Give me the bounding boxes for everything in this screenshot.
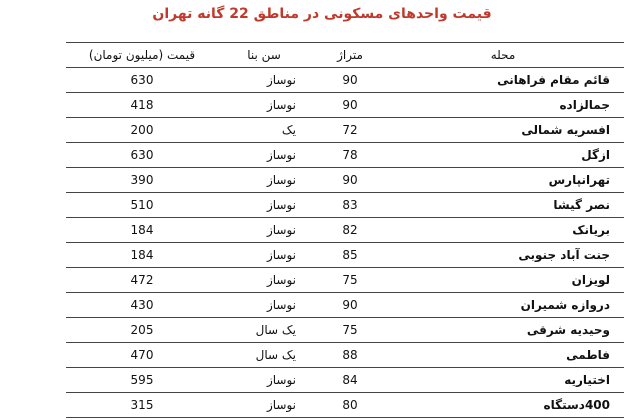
cell-building-age: یک سال <box>218 343 310 368</box>
cell-neighborhood: اختیاریه <box>390 368 624 393</box>
cell-price: 430 <box>66 293 218 318</box>
cell-area: 84 <box>310 368 390 393</box>
cell-building-age: نوساز <box>218 393 310 418</box>
table-row <box>66 168 624 193</box>
table-row <box>66 118 624 143</box>
header-price: قیمت (میلیون تومان) <box>66 43 218 68</box>
table-row <box>66 68 624 93</box>
cell-building-age: یک سال <box>218 318 310 343</box>
cell-building-age: نوساز <box>218 93 310 118</box>
header-area: متراژ <box>310 43 390 68</box>
cell-building-age: نوساز <box>218 368 310 393</box>
cell-neighborhood: فاطمی <box>390 343 624 368</box>
cell-area: 78 <box>310 143 390 168</box>
table-row <box>66 218 624 243</box>
cell-area: 90 <box>310 93 390 118</box>
table-row <box>66 393 624 418</box>
cell-price: 595 <box>66 368 218 393</box>
cell-area: 88 <box>310 343 390 368</box>
table-row <box>66 93 624 118</box>
cell-area: 83 <box>310 193 390 218</box>
cell-price: 470 <box>66 343 218 368</box>
table-row <box>66 143 624 168</box>
cell-price: 184 <box>66 218 218 243</box>
cell-area: 85 <box>310 243 390 268</box>
cell-neighborhood: جنت آباد جنوبی <box>390 243 624 268</box>
cell-price: 200 <box>66 118 218 143</box>
header-neighborhood: محله <box>390 43 624 68</box>
cell-area: 82 <box>310 218 390 243</box>
header-building-age: سن بنا <box>218 43 310 68</box>
cell-area: 90 <box>310 168 390 193</box>
cell-price: 510 <box>66 193 218 218</box>
cell-area: 72 <box>310 118 390 143</box>
cell-price: 184 <box>66 243 218 268</box>
table-row <box>66 193 624 218</box>
cell-building-age: نوساز <box>218 193 310 218</box>
cell-neighborhood: نصر گیشا <box>390 193 624 218</box>
cell-price: 315 <box>66 393 218 418</box>
table-row <box>66 293 624 318</box>
table-row <box>66 343 624 368</box>
cell-neighborhood: دروازه شمیران <box>390 293 624 318</box>
cell-price: 630 <box>66 68 218 93</box>
cell-neighborhood: تهرانپارس <box>390 168 624 193</box>
cell-building-age: نوساز <box>218 143 310 168</box>
cell-neighborhood: افسریه شمالی <box>390 118 624 143</box>
table-row <box>66 318 624 343</box>
cell-building-age: نوساز <box>218 218 310 243</box>
cell-price: 390 <box>66 168 218 193</box>
cell-price: 418 <box>66 93 218 118</box>
cell-neighborhood: لویزان <box>390 268 624 293</box>
cell-neighborhood: وحیدیه شرقی <box>390 318 624 343</box>
cell-building-age: یک <box>218 118 310 143</box>
cell-neighborhood: جمالزاده <box>390 93 624 118</box>
cell-building-age: نوساز <box>218 268 310 293</box>
cell-building-age: نوساز <box>218 68 310 93</box>
cell-area: 75 <box>310 268 390 293</box>
cell-neighborhood: قائم مقام فراهانی <box>390 68 624 93</box>
cell-price: 630 <box>66 143 218 168</box>
table-row <box>66 268 624 293</box>
price-table <box>66 42 624 418</box>
cell-building-age: نوساز <box>218 293 310 318</box>
cell-neighborhood: بریانک <box>390 218 624 243</box>
cell-area: 75 <box>310 318 390 343</box>
cell-price: 472 <box>66 268 218 293</box>
table-header-row <box>66 43 624 68</box>
cell-area: 80 <box>310 393 390 418</box>
cell-building-age: نوساز <box>218 168 310 193</box>
cell-area: 90 <box>310 68 390 93</box>
cell-building-age: نوساز <box>218 243 310 268</box>
cell-neighborhood: ازگل <box>390 143 624 168</box>
cell-neighborhood: 400دستگاه <box>390 393 624 418</box>
page-title: قیمت واحدهای مسکونی در مناطق 22 گانه تهران <box>152 6 492 22</box>
cell-area: 90 <box>310 293 390 318</box>
table-row <box>66 368 624 393</box>
cell-price: 205 <box>66 318 218 343</box>
table-row <box>66 243 624 268</box>
